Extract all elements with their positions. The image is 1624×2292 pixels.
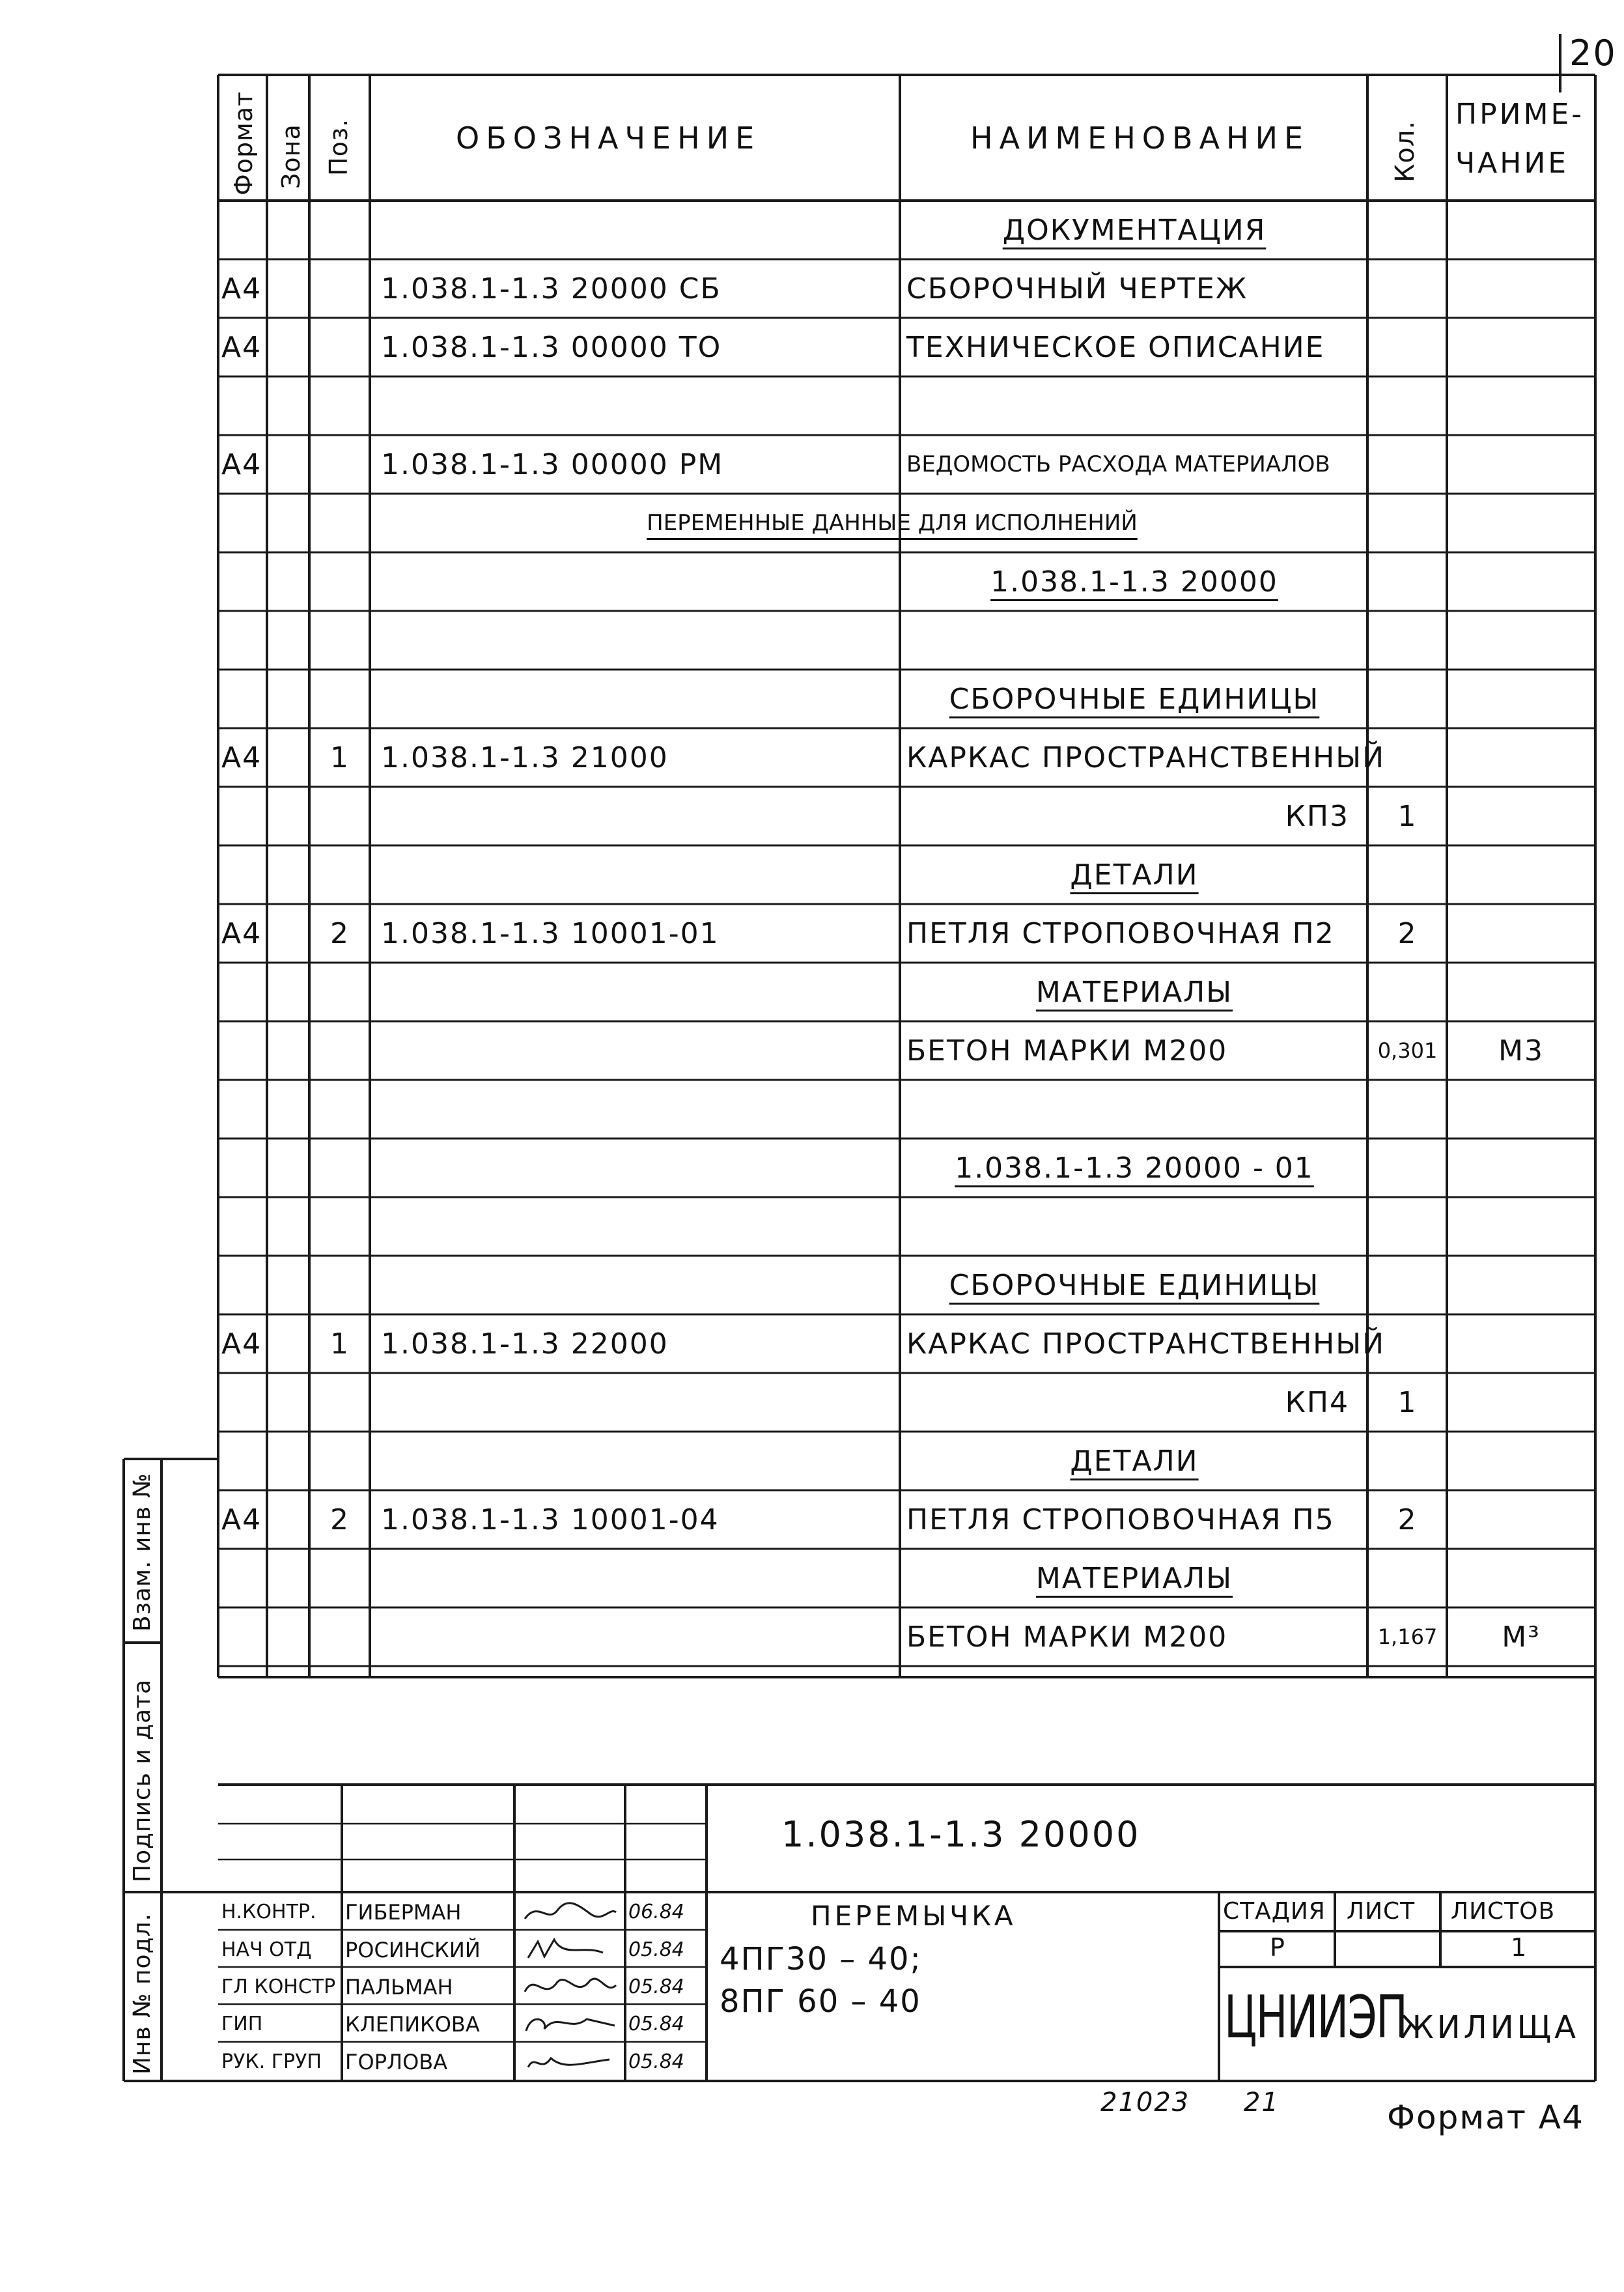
cell-pos xyxy=(311,1607,369,1666)
header-note-line2: ЧАНИЕ xyxy=(1455,147,1569,180)
side-sign-date: Подпись и дата xyxy=(129,1678,156,1882)
cell-format xyxy=(221,1373,266,1432)
handwritten-signature xyxy=(518,1932,623,1968)
cell-qty xyxy=(1369,611,1446,670)
cell-format xyxy=(221,1549,266,1607)
cell-note xyxy=(1449,1373,1593,1432)
cell-name: МАТЕРИАЛЫ xyxy=(1035,1561,1233,1595)
cell-name: ТЕХНИЧЕСКОЕ ОПИСАНИЕ xyxy=(906,330,1325,364)
cell-name: ПЕТЛЯ СТРОПОВОЧНАЯ П5 xyxy=(906,1503,1335,1536)
cell-note: М3 xyxy=(1498,1034,1544,1068)
cell-note xyxy=(1449,376,1593,435)
cell-qty xyxy=(1369,1080,1446,1139)
cell-format xyxy=(221,611,266,670)
cell-note xyxy=(1449,552,1593,611)
cell-qty xyxy=(1369,494,1446,552)
cell-note xyxy=(1449,259,1593,318)
signer-role: ГИП xyxy=(221,2013,263,2035)
cell-qty xyxy=(1369,670,1446,728)
cell-name: КАРКАС ПРОСТРАНСТВЕННЫЙ xyxy=(906,741,1385,774)
cell-qty xyxy=(1369,1549,1446,1607)
cell-qty xyxy=(1369,435,1446,494)
cell-qty xyxy=(1369,845,1446,904)
cell-note xyxy=(1449,1256,1593,1314)
cell-designation: 1.038.1-1.3 10001-04 xyxy=(381,1503,720,1536)
cell-name xyxy=(906,1197,1362,1256)
cell-qty: 0,301 xyxy=(1377,1038,1438,1063)
handwritten-signature xyxy=(518,1969,623,2005)
header-zone: Зона xyxy=(277,124,305,189)
cell-designation: 1.038.1-1.3 00000 ТО xyxy=(381,330,722,364)
cell-designation: 1.038.1-1.3 00000 РМ xyxy=(381,447,724,481)
cell-designation xyxy=(381,1021,895,1080)
signer-date: 05.84 xyxy=(628,2013,684,2035)
cell-qty: 1,167 xyxy=(1377,1624,1438,1649)
cell-note xyxy=(1449,435,1593,494)
cell-qty xyxy=(1369,728,1446,787)
header-note-line1: ПРИМЕ- xyxy=(1455,98,1585,131)
cell-note xyxy=(1449,1490,1593,1549)
product-variant-2: 8ПГ 60 – 40 xyxy=(720,1983,921,2020)
cell-pos xyxy=(311,787,369,845)
cell-name xyxy=(906,376,1362,435)
cell-name: КП3 xyxy=(1285,799,1349,833)
signer-name: ГИБЕРМАН xyxy=(345,1899,462,1925)
cell-name: ВЕДОМОСТЬ РАСХОДА МАТЕРИАЛОВ xyxy=(906,451,1330,477)
cell-designation xyxy=(381,376,895,435)
cell-name: ДЕТАЛИ xyxy=(1070,858,1199,892)
stage-label: СТАДИЯ xyxy=(1223,1898,1326,1925)
cell-pos xyxy=(311,318,369,376)
cell-pos xyxy=(311,845,369,904)
cell-designation xyxy=(381,552,895,611)
cell-qty xyxy=(1369,259,1446,318)
cell-note xyxy=(1449,494,1593,552)
product-variant-1: 4ПГ30 – 40; xyxy=(720,1941,922,1977)
signer-name: ПАЛЬМАН xyxy=(345,1974,453,2000)
cell-format xyxy=(221,1256,266,1314)
cell-pos: 1 xyxy=(330,741,350,774)
cell-pos: 2 xyxy=(330,916,350,950)
cell-format xyxy=(221,552,266,611)
cell-format xyxy=(221,1197,266,1256)
cell-qty: 2 xyxy=(1397,916,1418,950)
cell-qty xyxy=(1369,1432,1446,1490)
cell-format xyxy=(221,1021,266,1080)
cell-designation: 1.038.1-1.3 21000 xyxy=(381,741,669,774)
cell-name: СБОРОЧНЫЕ ЕДИНИЦЫ xyxy=(949,682,1320,716)
cell-pos xyxy=(311,1549,369,1607)
signer-date: 05.84 xyxy=(628,1938,684,1961)
cell-pos xyxy=(311,1256,369,1314)
cell-note xyxy=(1449,1314,1593,1373)
signer-name: ГОРЛОВА xyxy=(345,2049,448,2074)
cell-name: СБОРОЧНЫЕ ЕДИНИЦЫ xyxy=(949,1268,1320,1302)
signer-role: РУК. ГРУП xyxy=(221,2050,322,2073)
header-designation: ОБОЗНАЧЕНИЕ xyxy=(456,120,761,156)
cell-format xyxy=(221,376,266,435)
cell-designation: 1.038.1-1.3 20000 СБ xyxy=(381,272,721,305)
footer-number-right: 21 xyxy=(1244,2087,1280,2117)
cell-designation xyxy=(381,787,895,845)
signer-role: Н.КОНТР. xyxy=(221,1901,316,1923)
cell-note xyxy=(1449,845,1593,904)
cell-designation xyxy=(381,1607,895,1666)
doc-number: 1.038.1-1.3 20000 xyxy=(781,1814,1141,1855)
cell-qty xyxy=(1369,1314,1446,1373)
cell-designation xyxy=(381,1256,895,1314)
cell-note xyxy=(1449,1432,1593,1490)
cell-qty xyxy=(1369,201,1446,259)
header-qty: Кол. xyxy=(1390,120,1420,182)
cell-pos xyxy=(311,670,369,728)
side-replace-inv: Взам. инв № xyxy=(129,1473,156,1632)
cell-name: ДЕТАЛИ xyxy=(1070,1444,1199,1478)
cell-pos xyxy=(311,1139,369,1197)
cell-note xyxy=(1449,1549,1593,1607)
sheet-number: 20 xyxy=(1569,33,1617,74)
cell-note xyxy=(1449,963,1593,1021)
cell-name xyxy=(906,1080,1362,1139)
cell-designation xyxy=(381,670,895,728)
cell-name: ПЕТЛЯ СТРОПОВОЧНАЯ П2 xyxy=(906,916,1335,950)
footer-number-left: 21023 xyxy=(1100,2087,1190,2117)
cell-pos xyxy=(311,963,369,1021)
cell-format xyxy=(221,1080,266,1139)
cell-name: КП4 xyxy=(1285,1385,1349,1419)
cell-format: А4 xyxy=(221,447,262,481)
cell-name: БЕТОН МАРКИ М200 xyxy=(906,1620,1228,1654)
cell-note xyxy=(1449,201,1593,259)
cell-format xyxy=(221,670,266,728)
cell-format xyxy=(221,1607,266,1666)
cell-qty: 2 xyxy=(1397,1503,1418,1536)
signer-date: 06.84 xyxy=(628,1901,684,1923)
cell-qty xyxy=(1369,1197,1446,1256)
cell-qty xyxy=(1369,376,1446,435)
cell-note xyxy=(1449,1080,1593,1139)
sheets-label: ЛИСТОВ xyxy=(1451,1898,1556,1925)
cell-qty xyxy=(1369,1256,1446,1314)
cell-name: КАРКАС ПРОСТРАНСТВЕННЫЙ xyxy=(906,1327,1385,1361)
signer-role: НАЧ ОТД xyxy=(221,1938,312,1961)
cell-format xyxy=(221,201,266,259)
cell-note xyxy=(1449,1197,1593,1256)
signer-name: РОСИНСКИЙ xyxy=(345,1937,481,1962)
cell-name: МАТЕРИАЛЫ xyxy=(1035,975,1233,1009)
sheets-value: 1 xyxy=(1511,1933,1528,1962)
cell-name: СБОРОЧНЫЙ ЧЕРТЕЖ xyxy=(906,272,1248,305)
cell-format xyxy=(221,1139,266,1197)
cell-name: ПЕРЕМЕННЫЕ ДАННЫЕ ДЛЯ ИСПОЛНЕНИЙ xyxy=(647,510,1138,536)
cell-format: А4 xyxy=(221,330,262,364)
footer-format: Формат А4 xyxy=(1387,2099,1584,2136)
handwritten-signature xyxy=(518,2006,623,2042)
signer-name: КЛЕПИКОВА xyxy=(345,2011,480,2037)
cell-format: А4 xyxy=(221,272,262,305)
cell-pos xyxy=(311,1432,369,1490)
cell-format xyxy=(221,787,266,845)
cell-format: А4 xyxy=(221,1503,262,1536)
cell-designation xyxy=(381,1139,895,1197)
cell-pos xyxy=(311,1080,369,1139)
cell-qty xyxy=(1369,963,1446,1021)
handwritten-signature xyxy=(518,2044,623,2080)
cell-pos xyxy=(311,611,369,670)
cell-pos xyxy=(311,201,369,259)
side-inv-orig: Инв № подл. xyxy=(129,1913,156,2074)
cell-pos xyxy=(311,259,369,318)
cell-format: А4 xyxy=(221,1327,262,1361)
cell-pos xyxy=(311,1373,369,1432)
cell-designation xyxy=(381,1080,895,1139)
header-pos: Поз. xyxy=(324,118,353,176)
cell-format xyxy=(221,845,266,904)
cell-designation xyxy=(381,1549,895,1607)
cell-note xyxy=(1449,787,1593,845)
cell-designation xyxy=(381,611,895,670)
cell-pos xyxy=(311,435,369,494)
cell-pos: 2 xyxy=(330,1503,350,1536)
cell-designation xyxy=(381,1432,895,1490)
cell-qty: 1 xyxy=(1397,1385,1418,1419)
cell-qty xyxy=(1369,318,1446,376)
cell-designation xyxy=(381,1197,895,1256)
cell-designation xyxy=(381,963,895,1021)
sheet-label: ЛИСТ xyxy=(1347,1898,1416,1925)
cell-format xyxy=(221,494,266,552)
cell-qty xyxy=(1369,1139,1446,1197)
cell-note: М³ xyxy=(1502,1620,1541,1654)
cell-designation xyxy=(381,845,895,904)
cell-name: 1.038.1-1.3 20000 xyxy=(990,565,1278,599)
cell-format: А4 xyxy=(221,916,262,950)
cell-qty xyxy=(1369,552,1446,611)
header-name: НАИМЕНОВАНИЕ xyxy=(970,120,1310,156)
signer-date: 05.84 xyxy=(628,2050,684,2073)
org-suffix: ЖИЛИЩА xyxy=(1400,2009,1579,2046)
cell-name: ДОКУМЕНТАЦИЯ xyxy=(1002,213,1267,247)
cell-note xyxy=(1449,670,1593,728)
signer-date: 05.84 xyxy=(628,1975,684,1998)
cell-pos xyxy=(311,494,369,552)
cell-designation xyxy=(381,201,895,259)
cell-format xyxy=(221,963,266,1021)
cell-format xyxy=(221,1432,266,1490)
cell-designation xyxy=(381,1373,895,1432)
cell-pos xyxy=(311,1021,369,1080)
header-format: Формат xyxy=(229,91,258,195)
cell-format: А4 xyxy=(221,741,262,774)
signer-role: ГЛ КОНСТР xyxy=(221,1975,336,1998)
cell-note xyxy=(1449,728,1593,787)
cell-pos xyxy=(311,1197,369,1256)
org-main: ЦНИИЭП xyxy=(1224,1983,1407,2052)
cell-designation: 1.038.1-1.3 22000 xyxy=(381,1327,669,1361)
cell-name: 1.038.1-1.3 20000 - 01 xyxy=(955,1151,1314,1185)
cell-qty: 1 xyxy=(1397,799,1418,833)
cell-pos: 1 xyxy=(330,1327,350,1361)
cell-note xyxy=(1449,1139,1593,1197)
stage-value: Р xyxy=(1270,1933,1286,1962)
cell-designation: 1.038.1-1.3 10001-01 xyxy=(381,916,720,950)
cell-name: БЕТОН МАРКИ М200 xyxy=(906,1034,1228,1068)
handwritten-signature xyxy=(518,1894,623,1930)
cell-pos xyxy=(311,552,369,611)
cell-name xyxy=(906,611,1362,670)
cell-note xyxy=(1449,318,1593,376)
product-title: ПЕРЕМЫЧКА xyxy=(811,1900,1016,1932)
cell-note xyxy=(1449,904,1593,963)
cell-pos xyxy=(311,376,369,435)
cell-note xyxy=(1449,611,1593,670)
